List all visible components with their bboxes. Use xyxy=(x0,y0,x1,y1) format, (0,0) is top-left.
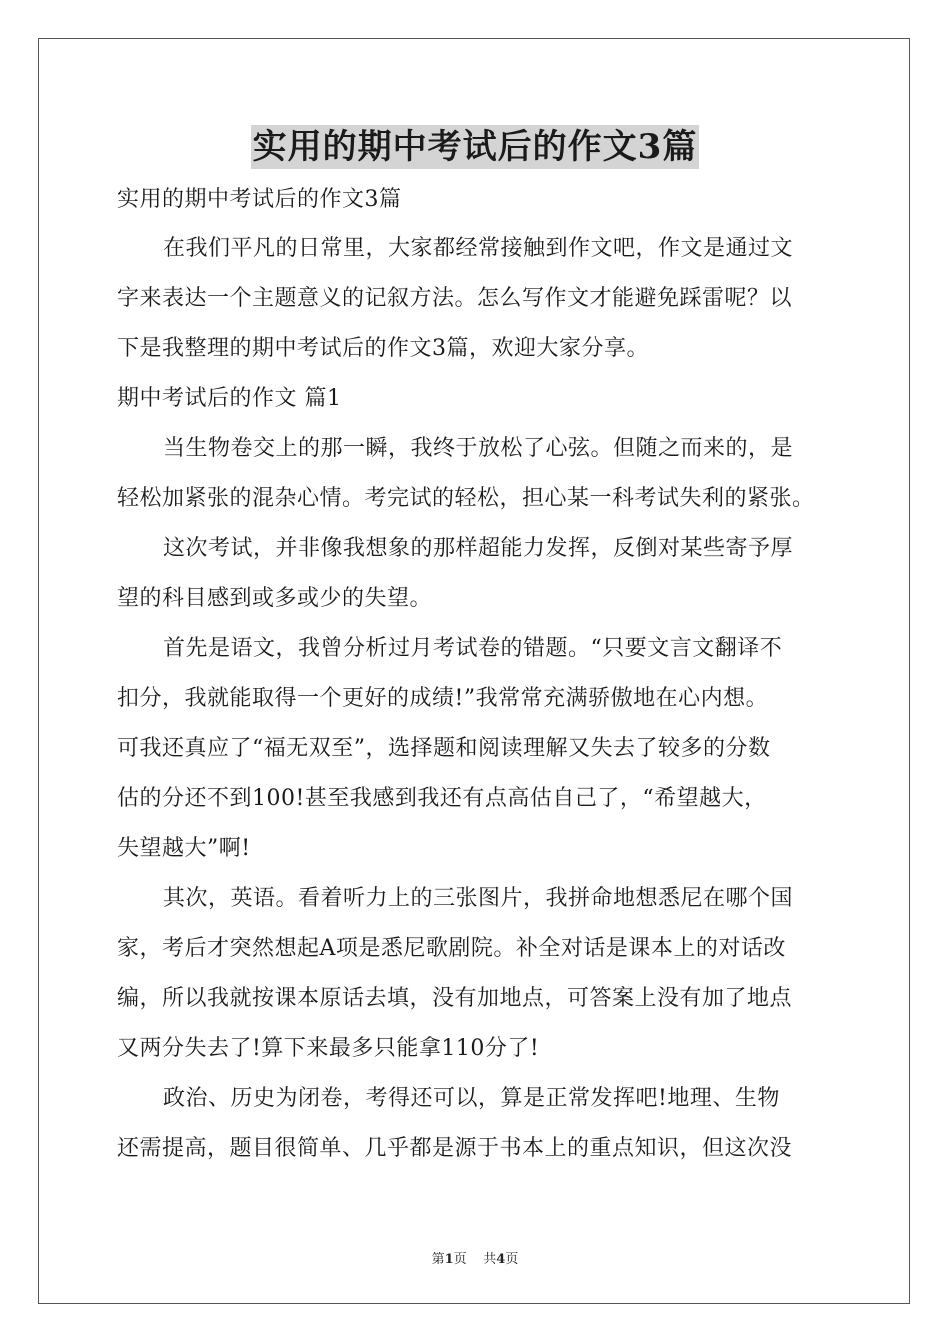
text-line: 首先是语文，我曾分析过月考试卷的错题。“只要文言文翻译不 xyxy=(163,636,783,661)
total-suffix: 页 xyxy=(505,1252,519,1267)
text-line: 家，考后才突然想起A项是悉尼歌剧院。补全对话是课本上的对话改 xyxy=(117,936,786,961)
text-line: 编，所以我就按课本原话去填，没有加地点，可答案上没有加了地点 xyxy=(117,986,793,1011)
total-pages: 4 xyxy=(496,1252,506,1267)
text-line: 还需提高，题目很简单、几乎都是源于书本上的重点知识，但这次没 xyxy=(117,1136,793,1161)
text-line: 估的分还不到100!甚至我感到我还有点高估自己了，“希望越大， xyxy=(117,786,767,811)
page-prefix: 第 xyxy=(431,1252,445,1267)
text-line: 在我们平凡的日常里，大家都经常接触到作文吧，作文是通过文 xyxy=(163,236,794,261)
subtitle-line: 实用的期中考试后的作文3篇 xyxy=(117,187,402,212)
text-line: 可我还真应了“福无双至”，选择题和阅读理解又失去了较多的分数 xyxy=(117,736,771,761)
text-line: 失望越大”啊! xyxy=(117,836,251,861)
text-line: 其次，英语。看着听力上的三张图片，我拼命地想悉尼在哪个国 xyxy=(163,886,794,911)
text-line: 扣分，我就能取得一个更好的成绩!”我常常充满骄傲地在心内想。 xyxy=(117,686,769,711)
document-title: 实用的期中考试后的作文3篇 xyxy=(252,127,698,167)
text-line: 这次考试，并非像我想象的那样超能力发挥，反倒对某些寄予厚 xyxy=(163,536,794,561)
page-footer xyxy=(0,1248,950,1267)
text-line: 下是我整理的期中考试后的作文3篇，欢迎大家分享。 xyxy=(117,336,649,361)
text-line: 字来表达一个主题意义的记叙方法。怎么写作文才能避免踩雷呢？以 xyxy=(117,286,793,311)
text-line: 轻松加紧张的混杂心情。考完试的轻松，担心某一科考试失利的紧张。 xyxy=(117,486,815,511)
text-line: 又两分失去了!算下来最多只能拿110分了! xyxy=(117,1036,540,1061)
page-suffix: 页 xyxy=(453,1252,467,1267)
text-line: 望的科目感到或多或少的失望。 xyxy=(117,586,433,611)
text-line: 政治、历史为闭卷，考得还可以，算是正常发挥吧!地理、生物 xyxy=(163,1086,780,1111)
document-body xyxy=(117,176,842,1174)
text-line: 期中考试后的作文 篇1 xyxy=(117,386,342,411)
page-current: 1 xyxy=(444,1252,454,1267)
total-prefix: 共 xyxy=(483,1252,497,1267)
text-line: 当生物卷交上的那一瞬，我终于放松了心弦。但随之而来的，是 xyxy=(163,436,794,461)
title-container xyxy=(0,125,950,169)
